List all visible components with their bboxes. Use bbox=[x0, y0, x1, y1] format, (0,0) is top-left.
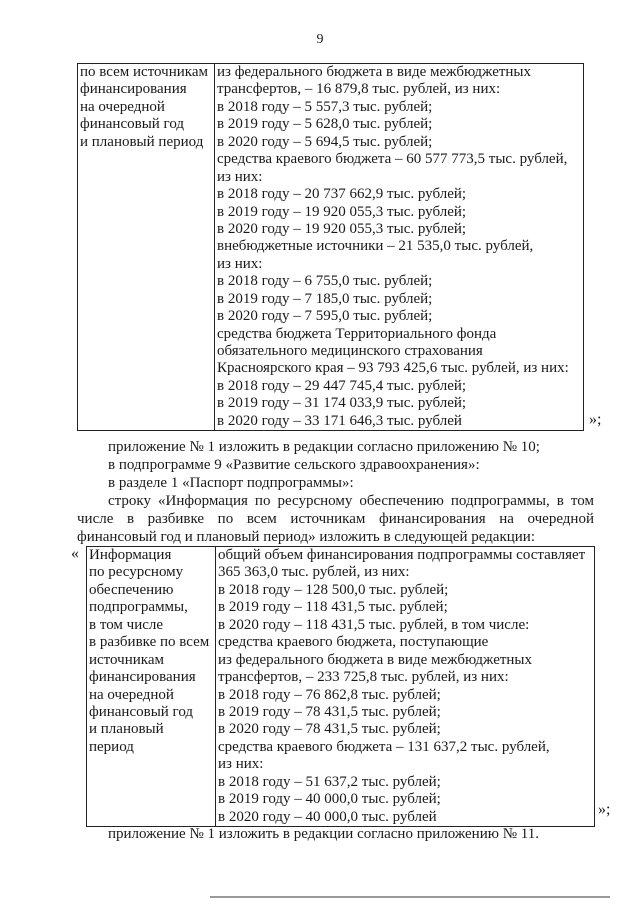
table1-right-line: из федерального бюджета в виде межбюджетных bbox=[217, 64, 532, 80]
table2-left-line: по ресурсному bbox=[89, 564, 184, 581]
table2-left-line: период bbox=[89, 738, 134, 755]
table1-right-line: в 2020 году – 19 920 055,3 тыс. рублей; bbox=[217, 220, 467, 237]
table2-right-line: в 2018 году – 51 637,2 тыс. рублей; bbox=[218, 773, 441, 790]
table1-right-line: Красноярского края – 93 793 425,6 тыс. рублей, из них: bbox=[217, 360, 569, 377]
table2-left-line: в том числе bbox=[89, 616, 164, 633]
table2-right-line: в 2020 году – 118 431,5 тыс. рублей, в том числе: bbox=[218, 616, 530, 633]
table2-right-line: в 2019 году – 40 000,0 тыс. рублей; bbox=[218, 791, 441, 808]
table1-right-line: внебюджетные источники – 21 535,0 тыс. рублей, bbox=[217, 238, 534, 255]
paragraph-row-line-2: числе в разбивке по всем источникам финансирования на очередной bbox=[77, 511, 594, 527]
table2-left-line: финансовый год bbox=[89, 703, 194, 720]
table2-left-cell bbox=[87, 547, 216, 827]
table2-right-line: в 2018 году – 128 500,0 тыс. рублей; bbox=[218, 581, 449, 598]
table2-right-line: средства краевого бюджета, поступающие bbox=[218, 634, 489, 651]
table1-right-line: в 2020 году – 33 171 646,3 тыс. рублей bbox=[217, 412, 462, 429]
table1-right-line: средства краевого бюджета – 60 577 773,5 тыс. рублей, bbox=[217, 151, 568, 168]
table2-left-line: подпрограммы, bbox=[89, 599, 188, 616]
paragraph-appendix-10: приложение № 1 изложить в редакции согласно приложению № 10; bbox=[108, 439, 540, 455]
quote-open-mark: « bbox=[71, 545, 79, 562]
table1-right-line: в 2020 году – 5 694,5 тыс. рублей; bbox=[217, 133, 433, 150]
table2-right-line: в 2018 году – 76 862,8 тыс. рублей; bbox=[218, 686, 441, 703]
table1-right-line: трансфертов, – 16 879,8 тыс. рублей, из них: bbox=[217, 81, 501, 98]
table2-left-line: на очередной bbox=[89, 686, 174, 703]
financing-table-continued bbox=[77, 63, 584, 431]
table1-right-line: в 2019 году – 5 628,0 тыс. рублей; bbox=[217, 116, 433, 133]
table2-left-line: и плановый bbox=[89, 721, 164, 738]
table2-right-line: в 2020 году – 78 431,5 тыс. рублей; bbox=[218, 721, 441, 738]
table1-right-line: в 2018 году – 20 737 662,9 тыс. рублей; bbox=[217, 186, 467, 203]
table2-right-line: в 2020 году – 40 000,0 тыс. рублей bbox=[218, 808, 437, 825]
financing-table-subprogram-9 bbox=[86, 546, 595, 827]
table1-right-line: обязательного медицинского страхования bbox=[217, 343, 483, 359]
table2-right-line: в 2019 году – 118 431,5 тыс. рублей; bbox=[218, 599, 448, 616]
table1-right-line: из них: bbox=[217, 255, 263, 272]
table2-left-line: Информация bbox=[89, 547, 172, 563]
table1-right-line: в 2019 году – 31 174 033,9 тыс. рублей; bbox=[217, 395, 467, 412]
quote-close-mark-2: »; bbox=[598, 801, 611, 818]
table1-right-line: в 2018 году – 29 447 745,4 тыс. рублей; bbox=[217, 377, 467, 394]
table1-right-cell bbox=[215, 64, 584, 431]
paragraph-row-line-3: финансовый год и плановый период» изложить в следующей редакции: bbox=[77, 529, 536, 545]
table1-right-line: в 2018 году – 6 755,0 тыс. рублей; bbox=[217, 273, 433, 290]
table2-right-line: трансфертов, – 233 725,8 тыс. рублей, из них: bbox=[218, 669, 509, 686]
paragraph-section-1: в разделе 1 «Паспорт подпрограммы»: bbox=[108, 475, 354, 491]
table2-right-line: 365 363,0 тыс. рублей, из них: bbox=[218, 564, 410, 581]
quote-close-mark: »; bbox=[589, 411, 602, 428]
paragraph-row-line-1: строку «Информация по ресурсному обеспечению подпрограммы, в том bbox=[108, 493, 594, 509]
scan-edge-line bbox=[210, 896, 610, 898]
paragraph-subprogram-9: в подпрограмме 9 «Развитие сельского здравоохранения»: bbox=[108, 457, 480, 473]
table2-left-line: в разбивке по всем bbox=[89, 634, 210, 651]
table2-right-line: из федерального бюджета в виде межбюджетных bbox=[218, 651, 533, 668]
table2-left-line: финансирования bbox=[89, 669, 196, 686]
table1-right-line: в 2019 году – 7 185,0 тыс. рублей; bbox=[217, 290, 433, 307]
table2-right-line: общий объем финансирования подпрограммы составляет bbox=[218, 547, 586, 563]
table1-right-line: средства бюджета Территориального фонда bbox=[217, 325, 497, 342]
table1-left-line: финансовый год bbox=[80, 116, 185, 133]
table1-left-line: по всем источникам bbox=[80, 64, 208, 80]
table1-left-cell bbox=[78, 64, 215, 431]
table1-right-line: в 2019 году – 19 920 055,3 тыс. рублей; bbox=[217, 203, 467, 220]
table1-right-line: в 2020 году – 7 595,0 тыс. рублей; bbox=[217, 308, 433, 325]
table2-right-line: средства краевого бюджета – 131 637,2 тыс. рублей, bbox=[218, 738, 550, 755]
table2-left-line: обеспечению bbox=[89, 581, 174, 598]
table2-right-cell bbox=[216, 547, 595, 827]
table1-right-line: в 2018 году – 5 557,3 тыс. рублей; bbox=[217, 98, 433, 115]
paragraph-appendix-11: приложение № 1 изложить в редакции согласно приложению № 11. bbox=[108, 826, 539, 842]
page-number: 9 bbox=[316, 32, 324, 47]
table2-left-line: источникам bbox=[89, 651, 164, 668]
table2-right-line: из них: bbox=[218, 756, 264, 773]
table1-right-line: из них: bbox=[217, 168, 263, 185]
table1-left-line: финансирования bbox=[80, 81, 187, 98]
table1-left-line: на очередной bbox=[80, 98, 165, 115]
table1-left-line: и плановый период bbox=[80, 133, 204, 150]
table2-right-line: в 2019 году – 78 431,5 тыс. рублей; bbox=[218, 703, 441, 720]
